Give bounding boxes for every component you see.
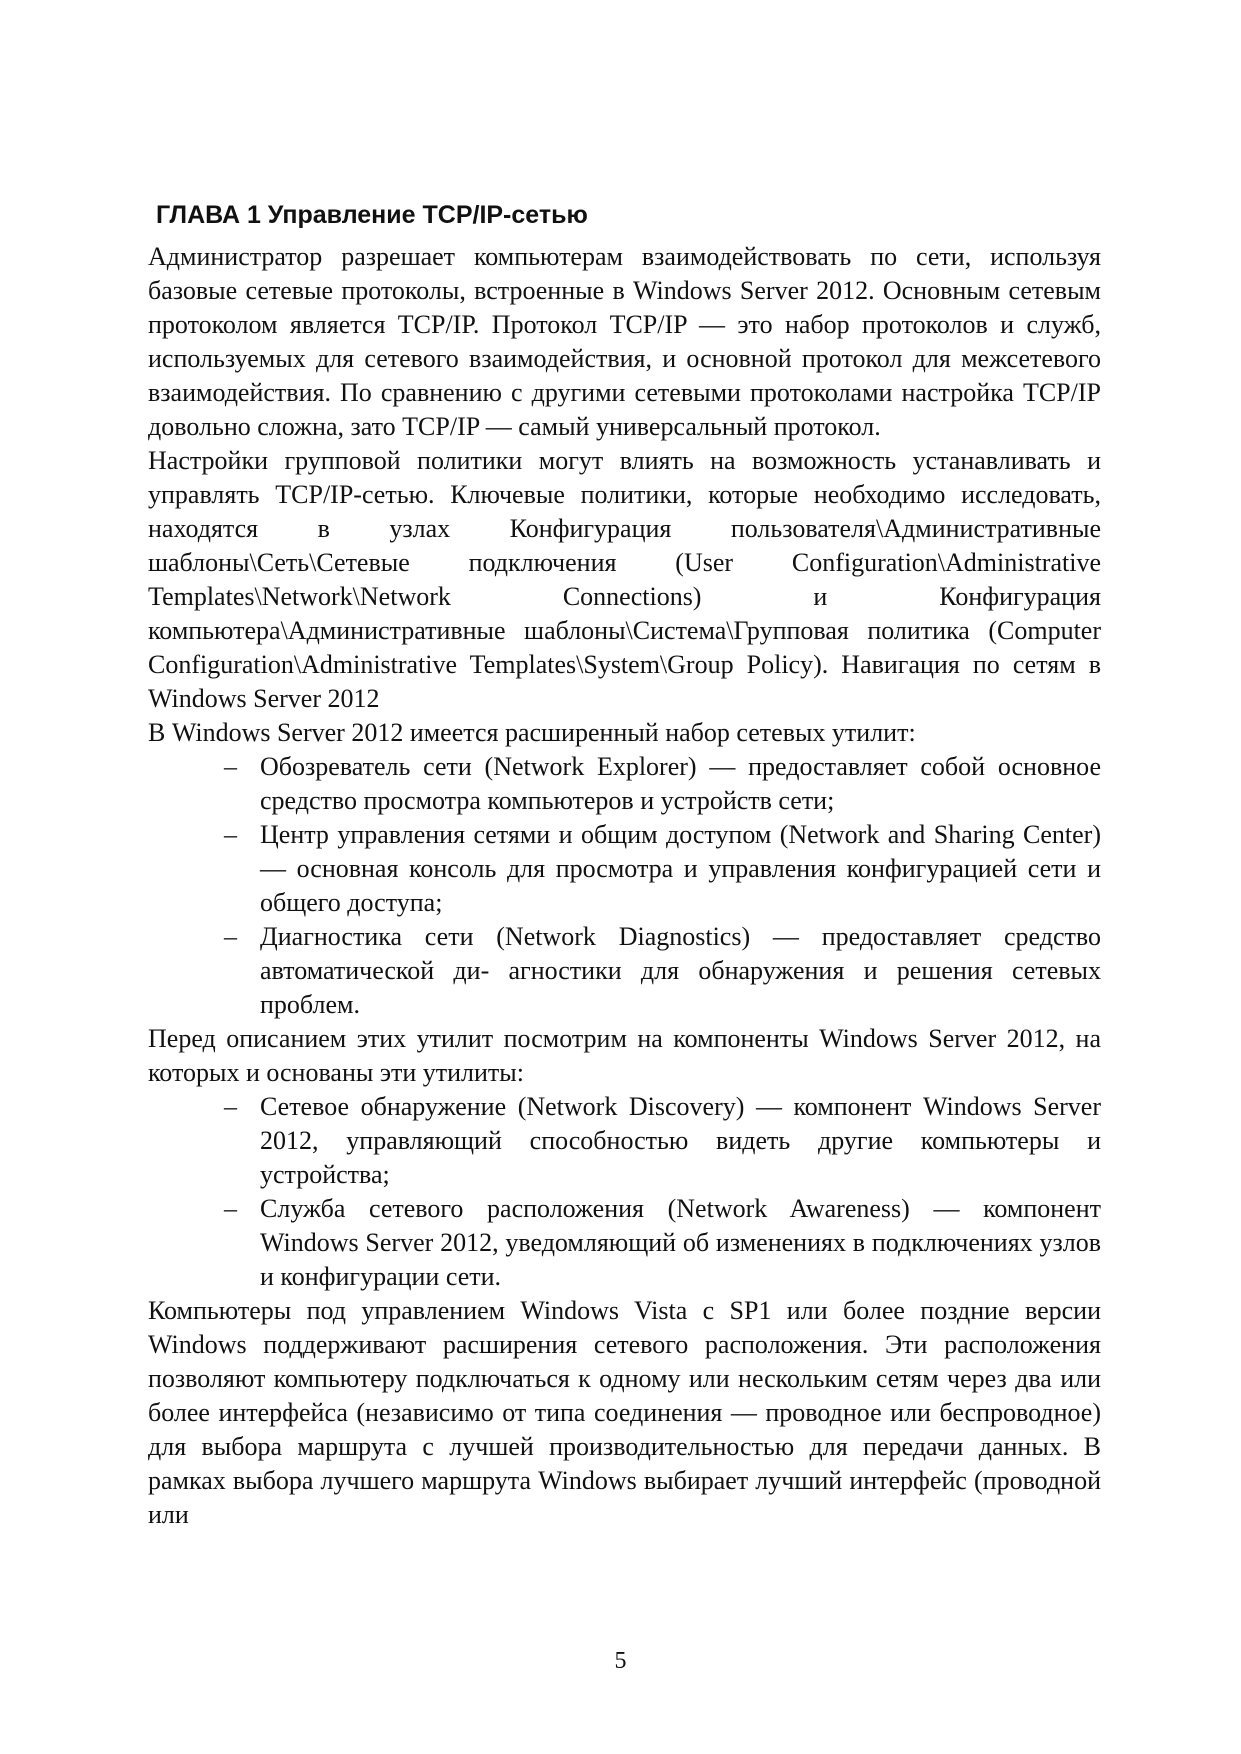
chapter-title: ГЛАВА 1 Управление TCP/IP-сетью — [156, 201, 588, 229]
list-item: – Сетевое обнаружение (Network Discovery) — компонент Windows Server 2012, управляющий способностью видеть другие компьютеры и устройства; — [260, 1090, 1101, 1192]
list-item: – Служба сетевого расположения (Network Awareness) — компонент Windows Server 2012, уведомляющий об изменениях в подключениях узлов и конфигурации сети. — [260, 1192, 1101, 1294]
document-page — [148, 198, 1101, 1532]
page-number: 5 — [614, 1648, 627, 1674]
utilities-list — [148, 750, 1101, 1022]
components-list — [148, 1090, 1101, 1294]
paragraph-network-awareness: Компьютеры под управлением Windows Vista с SP1 или более поздние версии Windows поддерживают расширения сетевого расположения. Эти расположения позволяют компьютеру подключаться к одному или нескольким сетям через два или более интерфейса (независимо от типа соединения — проводное или беспроводное) для выбора маршрута с лучшей производительностью для передачи данных. В рамках выбора лучшего маршрута Windows выбирает лучший интерфейс (проводной или — [148, 1296, 1101, 1529]
list-item: – Центр управления сетями и общим доступом (Network and Sharing Center) — основная консоль для просмотра и управления конфигурацией сети и общего доступа; — [260, 818, 1101, 920]
paragraph-utilities-intro: В Windows Server 2012 имеется расширенный набор сетевых утилит: — [148, 718, 916, 747]
list-item: – Обозреватель сети (Network Explorer) — предоставляет собой основное средство просмотра компьютеров и устройств сети; — [260, 750, 1101, 818]
paragraph-intro: Администратор разрешает компьютерам взаимодействовать по сети, используя базовые сетевые протоколы, встроенные в Windows Server 2012. Основным сетевым протоколом является TCP/IP. Протокол TCP/IP — это набор протоколов и служб, используемых для сетевого взаимодействия, и основной протокол для межсетевого взаимодействия. По сравнению с другими сетевыми протоколами настройка TCP/IP довольно сложна, зато TCP/IP — самый универсальный протокол. — [148, 242, 1101, 441]
paragraph-components-intro: Перед описанием этих утилит посмотрим на компоненты Windows Server 2012, на которых и основаны эти утилиты: — [148, 1024, 1101, 1087]
list-item: – Диагностика сети (Network Diagnostics) — предоставляет средство автоматической ди- агностики для обнаружения и решения сетевых проблем. — [260, 920, 1101, 1022]
paragraph-group-policy: Настройки групповой политики могут влиять на возможность устанавливать и управлять TCP/IP-сетью. Ключевые политики, которые необходимо исследовать, находятся в узлах Конфигурация пользователя\Административные шаблоны\Сеть\Сетевые подключения (User Configuration\Administrative Templates\Network\Network Connections) и Конфигурация компьютера\Административные шаблоны\Система\Групповая политика (Computer Configuration\Administrative Templates\System\Group Policy). Навигация по сетям в Windows Server 2012 — [148, 446, 1101, 713]
